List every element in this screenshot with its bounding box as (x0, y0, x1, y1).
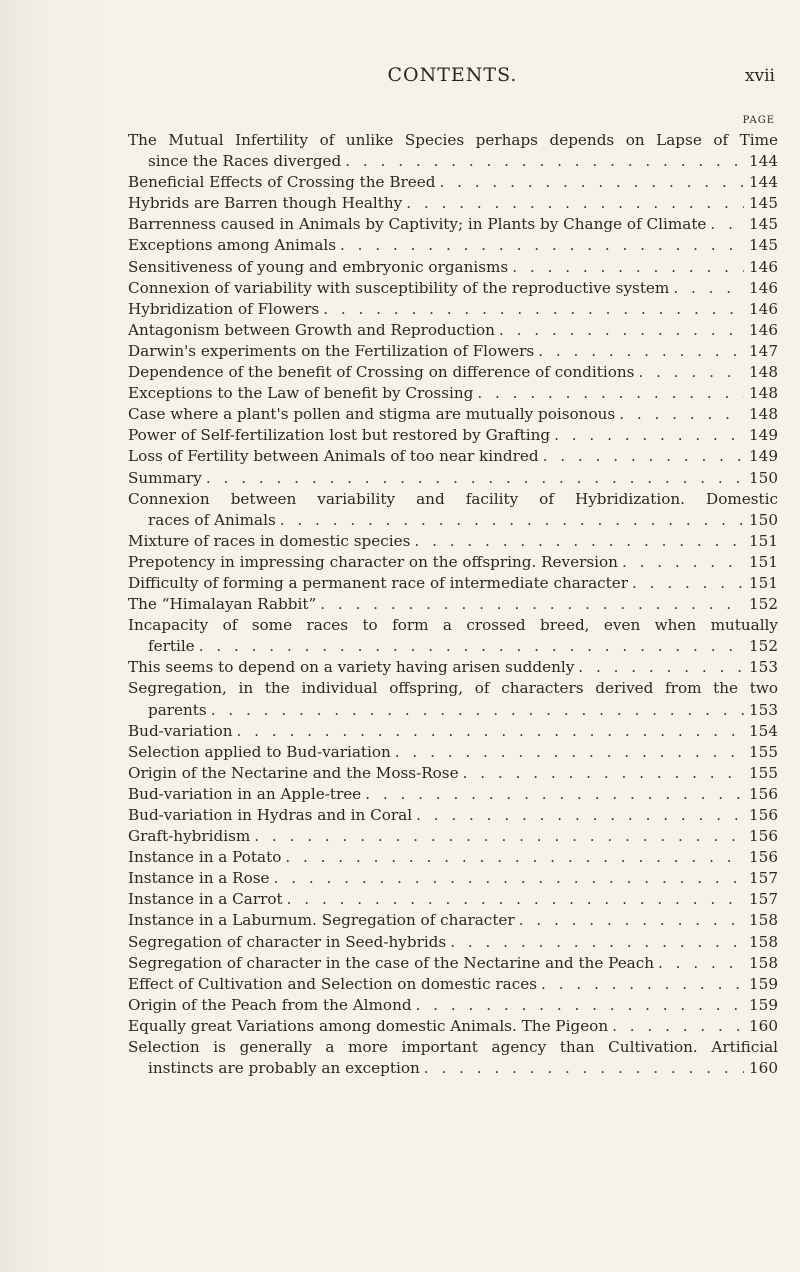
toc-entry-page: 160 (749, 1016, 778, 1035)
toc-entry-page: 152 (749, 595, 778, 614)
toc-entry-title: Origin of the Nectarine and the Moss-Rose (128, 763, 459, 782)
toc-entry-page: 159 (749, 974, 778, 993)
toc-entry (128, 678, 778, 720)
toc-entry-page: 145 (749, 236, 778, 255)
toc-entry-title: Barrenness caused in Animals by Captivity; in Plants by Change of Climate (128, 215, 707, 234)
toc-entry-title: Instance in a Carrot (128, 890, 283, 909)
dot-leader (439, 172, 744, 193)
dot-leader (463, 763, 744, 784)
toc-entry-page: 157 (749, 890, 778, 909)
toc-entry-page: 148 (749, 405, 778, 424)
toc-entry-page: 146 (749, 299, 778, 318)
toc-entry (128, 826, 778, 847)
toc-entry (128, 130, 778, 172)
toc-entry-page: 144 (749, 152, 778, 171)
dot-leader (345, 151, 744, 172)
toc-entry (128, 468, 778, 489)
dot-leader (538, 341, 744, 362)
toc-entry-title: Dependence of the benefit of Crossing on difference of conditions (128, 363, 635, 382)
dot-leader (323, 299, 744, 320)
toc-entry-page: 158 (749, 932, 778, 951)
toc-entry (128, 594, 778, 615)
dot-leader (285, 847, 744, 868)
toc-entry-page: 145 (749, 215, 778, 234)
toc-entry-page: 156 (749, 806, 778, 824)
toc-entry-title: Darwin's experiments on the Fertilization of Flowers (128, 341, 535, 360)
toc-entry (128, 615, 778, 657)
dot-leader (254, 826, 744, 847)
toc-entry (128, 172, 778, 193)
toc-entry-title: Bud-variation in an Apple-tree (128, 784, 362, 803)
toc-entry-title-continued: since the Races diverged (148, 152, 342, 171)
dot-leader (632, 573, 744, 594)
toc-entry (128, 889, 778, 910)
toc-entry (128, 362, 778, 383)
toc-entry-title: The Mutual Infertility of unlike Species perhaps depends on Lapse of Time (128, 131, 778, 149)
toc-entry (128, 278, 778, 299)
toc-entry-page: 157 (749, 869, 778, 888)
toc-entry (128, 995, 778, 1016)
toc-entry-title: Selection applied to Bud-variation (128, 742, 391, 761)
dot-leader (612, 1016, 744, 1037)
toc-entry-page: 152 (749, 637, 778, 656)
toc-entry-page: 156 (749, 784, 778, 803)
toc-entry-title: Segregation of character in the case of the Nectarine and the Peach (128, 953, 655, 972)
toc-entry-title-continued: races of Animals (148, 510, 276, 529)
toc-entry (128, 552, 778, 573)
toc-entry-page: 144 (749, 173, 778, 192)
header-title: CONTENTS. (387, 64, 518, 86)
dot-leader (622, 552, 744, 573)
toc-entry-title: Bud-variation (128, 721, 233, 740)
toc-entry-page: 154 (749, 721, 778, 740)
toc-entry-title: Incapacity of some races to form a crossed breed, even when mutually (128, 616, 778, 635)
toc-entry-page: 155 (749, 742, 778, 761)
toc-entry-title: Bud-variation in Hydras and in Coral (128, 806, 413, 824)
toc-entry-page: 146 (749, 320, 778, 339)
toc-entry (128, 320, 778, 341)
toc-entry (128, 805, 778, 826)
toc-entry-page: 145 (749, 194, 778, 213)
toc-entry-page: 150 (749, 468, 778, 487)
toc-entry-page: 159 (749, 995, 778, 1014)
dot-leader (658, 953, 744, 974)
toc-entry-title: Equally great Variations among domestic Animals. The Pigeon (128, 1016, 609, 1035)
dot-leader (673, 278, 744, 299)
toc-entry-title: Case where a plant's pollen and stigma are mutually poisonous (128, 405, 616, 424)
toc-entry-page: 155 (749, 763, 778, 782)
toc-entry (128, 721, 778, 742)
toc-entry (128, 742, 778, 763)
dot-leader (638, 362, 744, 383)
toc-entry-title: Connexion between variability and facility of Hybridization. Domestic (128, 489, 778, 508)
dot-leader (619, 404, 744, 425)
toc-entry (128, 214, 778, 235)
dot-leader (237, 721, 745, 742)
toc-entry (128, 341, 778, 362)
toc-entry (128, 1037, 778, 1079)
toc-entry-title: Graft-hybridism (128, 827, 251, 846)
dot-leader (320, 594, 744, 615)
dot-leader (477, 383, 744, 404)
toc-entry-title: Origin of the Peach from the Almond (128, 995, 412, 1014)
dot-leader (211, 700, 744, 721)
toc-entry-page: 151 (749, 552, 778, 571)
dot-leader (499, 320, 744, 341)
dot-leader (206, 468, 744, 489)
toc-entry-title-continued: fertile (148, 637, 195, 656)
toc-entry (128, 932, 778, 953)
toc-entry (128, 1016, 778, 1037)
dot-leader (543, 446, 744, 467)
toc-entry-title: Loss of Fertility between Animals of too near kindred (128, 447, 539, 466)
toc-entry-title: Antagonism between Growth and Reproduction (128, 320, 495, 339)
toc-entry-title: Power of Self-fertilization lost but restored by Grafting (128, 426, 551, 445)
toc-entry-page: 146 (749, 278, 778, 297)
toc-entry-title: Exceptions among Animals (128, 236, 337, 255)
contents-list (128, 130, 778, 1079)
dot-leader (578, 657, 744, 678)
toc-entry-page: 151 (749, 573, 778, 592)
toc-entry-page: 149 (749, 447, 778, 466)
dot-leader (274, 868, 744, 889)
dot-leader (424, 1058, 744, 1079)
dot-leader (199, 636, 744, 657)
toc-entry (128, 657, 778, 678)
dot-leader (280, 510, 744, 531)
dot-leader (365, 784, 744, 805)
toc-entry-page: 149 (749, 426, 778, 445)
toc-entry-page: 153 (749, 658, 778, 677)
toc-entry-title: Difficulty of forming a permanent race of intermediate character (128, 573, 629, 592)
dot-leader (554, 425, 744, 446)
toc-entry (128, 531, 778, 552)
toc-entry-title: Selection is generally a more important agency than Cultivation. Artificial (128, 1038, 778, 1057)
toc-entry-title: Segregation, in the individual offspring, of characters derived from the two (128, 679, 778, 698)
dot-leader (395, 742, 744, 763)
toc-entry (128, 573, 778, 594)
page-column-label: PAGE (742, 115, 775, 126)
dot-leader (287, 889, 744, 910)
toc-entry (128, 953, 778, 974)
toc-entry (128, 974, 778, 995)
toc-entry (128, 868, 778, 889)
dot-leader (406, 193, 744, 214)
toc-entry-page: 158 (749, 953, 778, 972)
toc-entry-title: Summary (128, 468, 202, 487)
toc-entry (128, 425, 778, 446)
toc-entry-title: Instance in a Potato (128, 848, 282, 867)
dot-leader (519, 910, 744, 931)
dot-leader (450, 932, 744, 953)
toc-entry-page: 150 (749, 510, 778, 529)
toc-entry (128, 489, 778, 531)
toc-entry-page: 156 (749, 827, 778, 846)
toc-entry (128, 404, 778, 425)
toc-entry (128, 383, 778, 404)
toc-entry-page: 153 (749, 700, 778, 719)
toc-entry (128, 910, 778, 931)
toc-entry (128, 193, 778, 214)
dot-leader (416, 995, 744, 1016)
toc-entry (128, 763, 778, 784)
dot-leader (416, 805, 744, 826)
toc-entry-page: 156 (749, 848, 778, 867)
toc-entry-page: 160 (749, 1059, 778, 1078)
dot-leader (340, 235, 744, 256)
toc-entry (128, 235, 778, 256)
toc-entry-title: Prepotency in impressing character on the offspring. Reversion (128, 552, 618, 571)
running-header (130, 64, 775, 94)
toc-entry (128, 847, 778, 868)
toc-entry (128, 257, 778, 278)
toc-entry-title: Connexion of variability with susceptibility of the reproductive system (128, 278, 670, 297)
dot-leader (541, 974, 744, 995)
toc-entry (128, 784, 778, 805)
toc-entry-title: Effect of Cultivation and Selection on domestic races (128, 974, 538, 993)
toc-entry-page: 151 (749, 531, 778, 550)
toc-entry-page: 147 (749, 341, 778, 360)
toc-entry-title-continued: instincts are probably an exception (148, 1059, 420, 1078)
toc-entry-title: Instance in a Rose (128, 869, 270, 888)
toc-entry-title: Beneficial Effects of Crossing the Breed (128, 173, 436, 192)
dot-leader (710, 214, 744, 235)
toc-entry-title: Exceptions to the Law of benefit by Crossing (128, 384, 474, 403)
toc-entry-title: Mixture of races in domestic species (128, 531, 411, 550)
toc-entry-title-continued: parents (148, 700, 207, 719)
toc-entry-title: Segregation of character in Seed-hybrids (128, 932, 447, 951)
toc-entry-title: This seems to depend on a variety having arisen suddenly (128, 658, 575, 677)
toc-entry-title: Hybridization of Flowers (128, 299, 320, 318)
page-number: xvii (744, 66, 775, 86)
toc-entry-title: Sensitiveness of young and embryonic organisms (128, 257, 509, 276)
dot-leader (512, 257, 744, 278)
dot-leader (414, 531, 744, 552)
toc-entry-page: 158 (749, 911, 778, 930)
toc-entry-page: 148 (749, 363, 778, 382)
toc-entry (128, 446, 778, 467)
toc-entry (128, 299, 778, 320)
toc-entry-page: 148 (749, 384, 778, 403)
toc-entry-title: Hybrids are Barren though Healthy (128, 194, 403, 213)
toc-entry-title: Instance in a Laburnum. Segregation of character (128, 911, 515, 930)
toc-entry-page: 146 (749, 257, 778, 276)
toc-entry-title: The “Himalayan Rabbit” (128, 595, 317, 614)
